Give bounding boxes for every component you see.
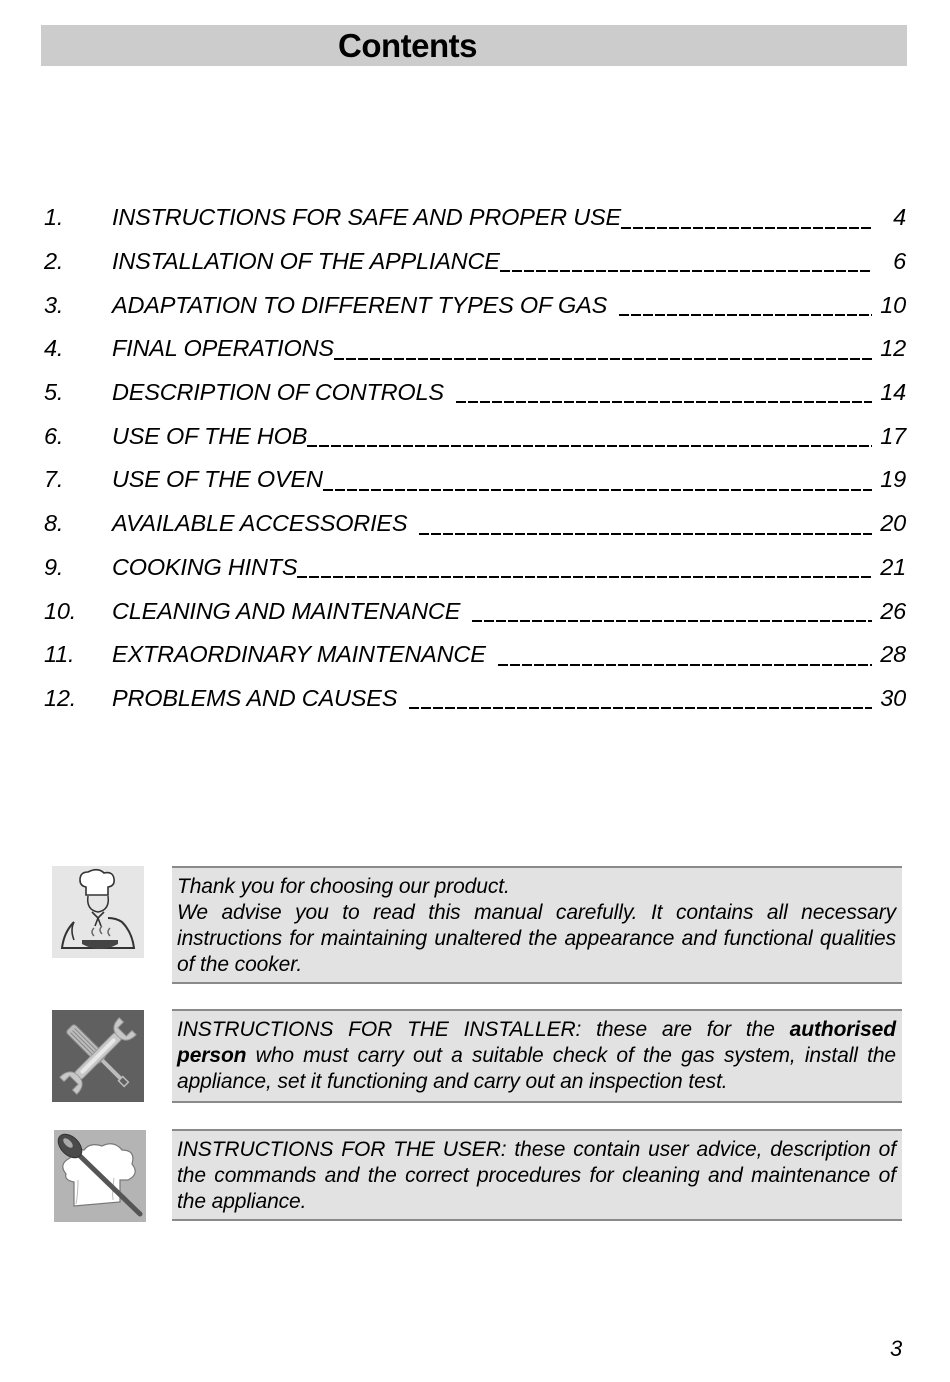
authorised-person-emphasis: authorised person [177,1018,896,1067]
user-text-box [172,1129,902,1221]
toc-entry[interactable] [44,589,906,633]
toc-entry-number: 12. [44,684,77,711]
toc-leader-line [621,227,872,229]
welcome-line-2: We advise you to read this manual carefully. It contains all necessary instructions for maintaining unaltered the appearance and functional qualities of the cooker. [177,901,896,976]
toc-entry-title: FINAL OPERATIONS [112,335,334,362]
toc-entry-number: 11. [44,641,75,668]
toc-entry-page: 10 [880,291,906,318]
chef-icon [52,866,144,958]
toc-entry-number: 6. [44,422,64,449]
toc-entry[interactable] [44,283,906,327]
toc-entry[interactable] [44,414,906,458]
contents-header [41,25,907,66]
toc-entry[interactable] [44,240,906,284]
toc-leader-line [323,489,872,491]
toc-entry[interactable] [44,371,906,415]
toc-entry-page: 26 [880,597,906,624]
toc-entry[interactable] [44,633,906,677]
toc-entry[interactable] [44,196,906,240]
toc-entry-title: PROBLEMS AND CAUSES [112,684,398,711]
wrench-screwdriver-icon [52,1010,144,1102]
toc-entry-number: 7. [44,466,64,493]
spoon-chef-hat-icon [54,1130,146,1222]
table-of-contents [44,196,906,720]
toc-entry-title: INSTRUCTIONS FOR SAFE AND PROPER USE [112,204,621,231]
toc-entry-number: 1. [44,204,64,231]
toc-entry-page: 30 [880,684,906,711]
installer-text: INSTRUCTIONS FOR THE INSTALLER: these are for the authorised person who must carry out a suitable check of the gas system, install the appliance, set it functioning and carry out an inspection test. [177,1018,896,1093]
toc-entry-number: 5. [44,379,64,406]
toc-entry-number: 3. [44,291,64,318]
toc-leader-line [419,533,872,535]
toc-entry[interactable] [44,546,906,590]
toc-leader-line [619,314,872,316]
toc-entry-number: 8. [44,510,64,537]
toc-entry-page: 14 [880,379,906,406]
toc-leader-line [409,707,872,709]
page-number: 3 [890,1336,903,1361]
toc-leader-line [498,664,872,666]
toc-entry-number: 4. [44,335,64,362]
toc-leader-line [297,576,872,578]
toc-entry[interactable] [44,502,906,546]
toc-leader-line [500,270,872,272]
toc-entry-title: USE OF THE OVEN [112,466,323,493]
toc-entry-page: 21 [880,553,906,580]
toc-entry-title: AVAILABLE ACCESSORIES [112,510,408,537]
toc-entry-page: 20 [880,510,906,537]
toc-entry-title: USE OF THE HOB [112,422,308,449]
toc-entry-page: 17 [880,422,906,449]
toc-entry-page: 6 [893,248,906,275]
toc-entry-page: 12 [880,335,906,362]
user-text: INSTRUCTIONS FOR THE USER: these contain user advice, description of the commands and the correct procedures for cleaning and maintenance of the appliance. [177,1138,896,1213]
toc-leader-line [456,401,872,403]
toc-entry-title: EXTRAORDINARY MAINTENANCE [112,641,486,668]
toc-entry-page: 28 [880,641,906,668]
toc-entry-number: 10. [44,597,77,624]
toc-entry-number: 2. [44,248,64,275]
toc-entry-title: CLEANING AND MAINTENANCE [112,597,461,624]
toc-leader-line [472,620,872,622]
toc-entry-title: ADAPTATION TO DIFFERENT TYPES OF GAS [112,291,608,318]
toc-entry-page: 4 [893,204,906,231]
toc-leader-line [334,358,872,360]
welcome-text-box [172,866,902,984]
welcome-line-1: Thank you for choosing our product. [177,875,510,898]
toc-entry-number: 9. [44,553,64,580]
toc-leader-line [307,445,872,447]
toc-entry-page: 19 [880,466,906,493]
page-title: Contents [338,27,477,64]
toc-entry-title: COOKING HINTS [112,553,298,580]
toc-entry-title: DESCRIPTION OF CONTROLS [112,379,444,406]
toc-entry[interactable] [44,458,906,502]
toc-entry[interactable] [44,327,906,371]
toc-entry[interactable] [44,677,906,721]
installer-text-box [172,1009,902,1103]
toc-entry-title: INSTALLATION OF THE APPLIANCE [112,248,500,275]
